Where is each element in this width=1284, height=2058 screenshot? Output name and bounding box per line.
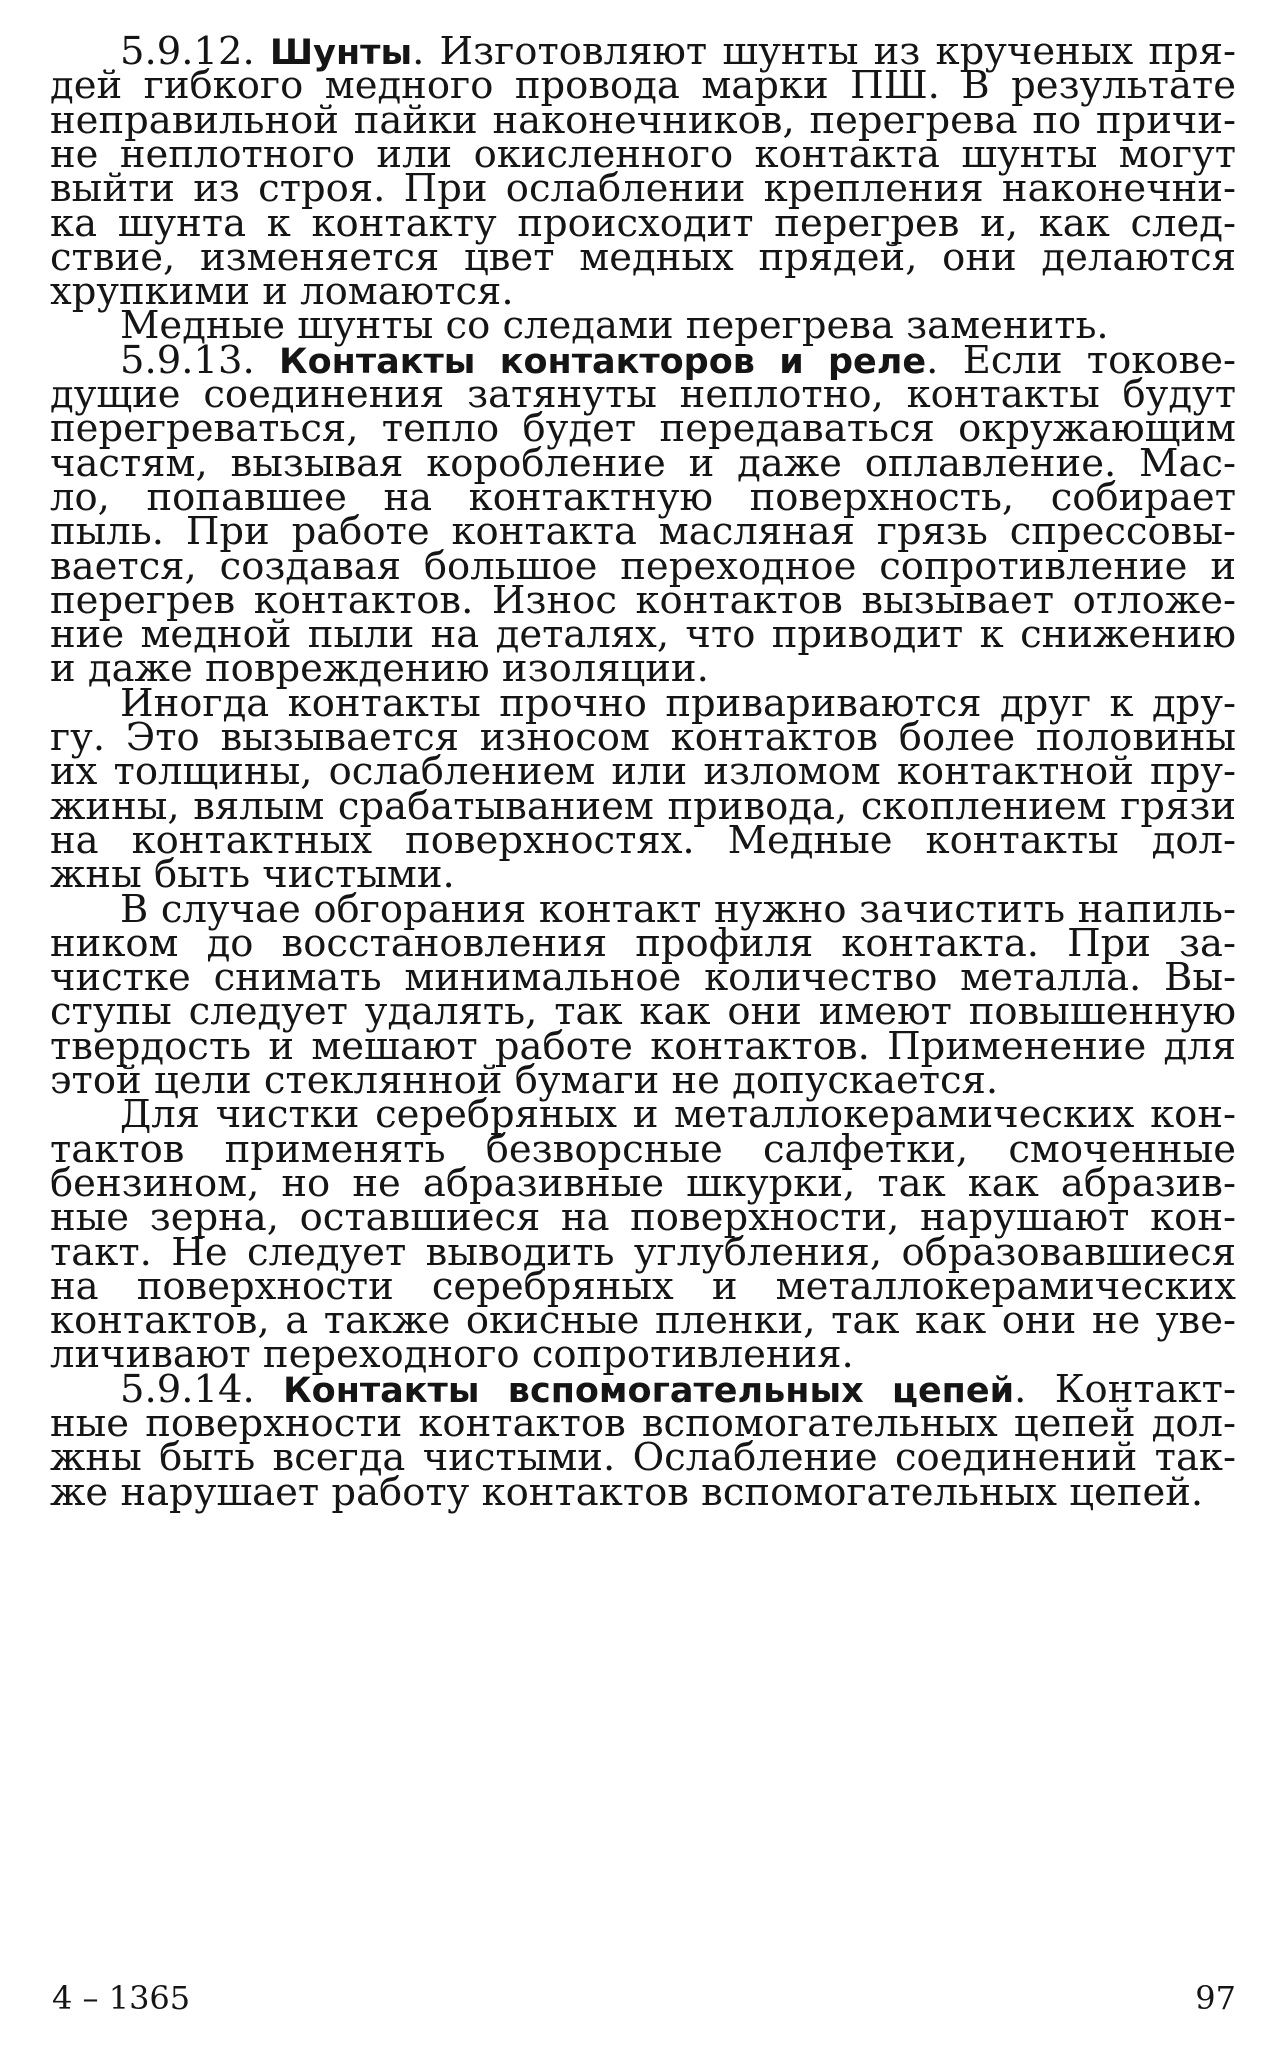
- text-run: такт. Не следует выводить углубления, образовавшиеся: [50, 1229, 1236, 1275]
- section-heading: Шунты: [269, 33, 413, 73]
- text-run: . Изготовляют шунты из крученых пря-: [412, 29, 1236, 74]
- text-run: ло, попавшее на контактную поверхность, собирает: [50, 474, 1236, 520]
- text-run: выйти из строя. При ослаблении крепления наконечни-: [50, 166, 1236, 212]
- text-run: тактов применять безворсные салфетки, смоченные: [50, 1126, 1236, 1172]
- text-run: же нарушает работу контактов вспомогательных цепей.: [50, 1469, 1204, 1515]
- text-run: личивают переходного сопротивления.: [50, 1332, 854, 1378]
- text-run: бензином, но не абразивные шкурки, так как абразив-: [50, 1160, 1236, 1206]
- text-run: ка шунта к контакту происходит перегрев и, как след-: [50, 200, 1236, 246]
- text-run: их толщины, ослаблением или изломом контактной пру-: [50, 749, 1236, 795]
- text-run: неправильной пайки наконечников, перегрева по причи-: [50, 97, 1236, 143]
- text-run: 5.9.12.: [120, 29, 270, 74]
- page-number: 97: [1195, 1979, 1236, 2017]
- text-run: на поверхности серебряных и металлокерамических: [50, 1263, 1236, 1309]
- text-run: чистке снимать минимальное количество металла. Вы-: [50, 955, 1236, 1001]
- text-run: Медные шунты со следами перегрева заменить.: [120, 303, 1109, 349]
- text-line: [50, 1471, 1236, 1515]
- text-run: перегреваться, тепло будет передаваться окружающим: [50, 406, 1236, 452]
- text-run: ние медной пыли на деталях, что приводит к снижению: [50, 612, 1236, 658]
- text-run: жны быть всегда чистыми. Ослабление соединений так-: [50, 1435, 1236, 1481]
- text-run: частям, вызывая коробление и даже оплавление. Мас-: [50, 440, 1236, 486]
- text-run: и даже повреждению изоляции.: [50, 646, 709, 692]
- section-heading: Контакты вспомогательных цепей: [283, 1370, 1015, 1411]
- text-run: . Если токове-: [926, 337, 1236, 383]
- text-run: ступы следует удалять, так как они имеют повышенную: [50, 989, 1236, 1035]
- text-run: . Контакт-: [1014, 1366, 1236, 1412]
- text-run: хрупкими и ломаются.: [50, 269, 514, 315]
- text-run: жны быть чистыми.: [50, 852, 455, 898]
- text-run: ником до восстановления профиля контакта. При за-: [50, 920, 1236, 966]
- text-run: В случае обгорания контакт нужно зачистить напиль-: [120, 886, 1236, 932]
- text-run: ные зерна, оставшиеся на поверхности, нарушают кон-: [50, 1195, 1236, 1241]
- text-run: жины, вялым срабатыванием привода, скоплением грязи: [50, 783, 1236, 829]
- text-run: 5.9.13.: [120, 337, 280, 383]
- text-run: дущие соединения затянуты неплотно, контакты будут: [50, 372, 1236, 417]
- text-run: твердость и мешают работе контактов. Применение для: [50, 1023, 1236, 1069]
- text-run: вается, создавая большое переходное сопротивление и: [50, 543, 1236, 589]
- text-run: ные поверхности контактов вспомогательных цепей дол-: [50, 1401, 1236, 1446]
- text-run: гу. Это вызывается износом контактов более половины: [50, 715, 1236, 760]
- text-run: Для чистки серебряных и металлокерамических кон-: [120, 1092, 1236, 1138]
- text-run: пыль. При работе контакта масляная грязь спрессовы-: [50, 509, 1236, 555]
- text-run: ствие, изменяется цвет медных прядей, они делаются: [50, 234, 1236, 280]
- text-run: Иногда контакты прочно привариваются друг к дру-: [120, 680, 1236, 726]
- text-run: 5.9.14.: [120, 1366, 284, 1412]
- text-run: контактов, а также окисные пленки, так как они не уве-: [50, 1298, 1236, 1344]
- text-run: на контактных поверхностях. Медные контакты дол-: [50, 817, 1236, 863]
- text-run: перегрев контактов. Износ контактов вызывает отложе-: [50, 577, 1236, 623]
- printer-signature-mark: 4 – 1365: [52, 1979, 191, 2017]
- text-run: не неплотного или окисленного контакта шунты могут: [50, 131, 1236, 177]
- section-heading: Контакты контакторов и реле: [279, 341, 927, 382]
- text-run: дей гибкого медного провода марки ПШ. В результате: [50, 63, 1236, 109]
- text-run: этой цели стеклянной бумаги не допускается.: [50, 1058, 999, 1103]
